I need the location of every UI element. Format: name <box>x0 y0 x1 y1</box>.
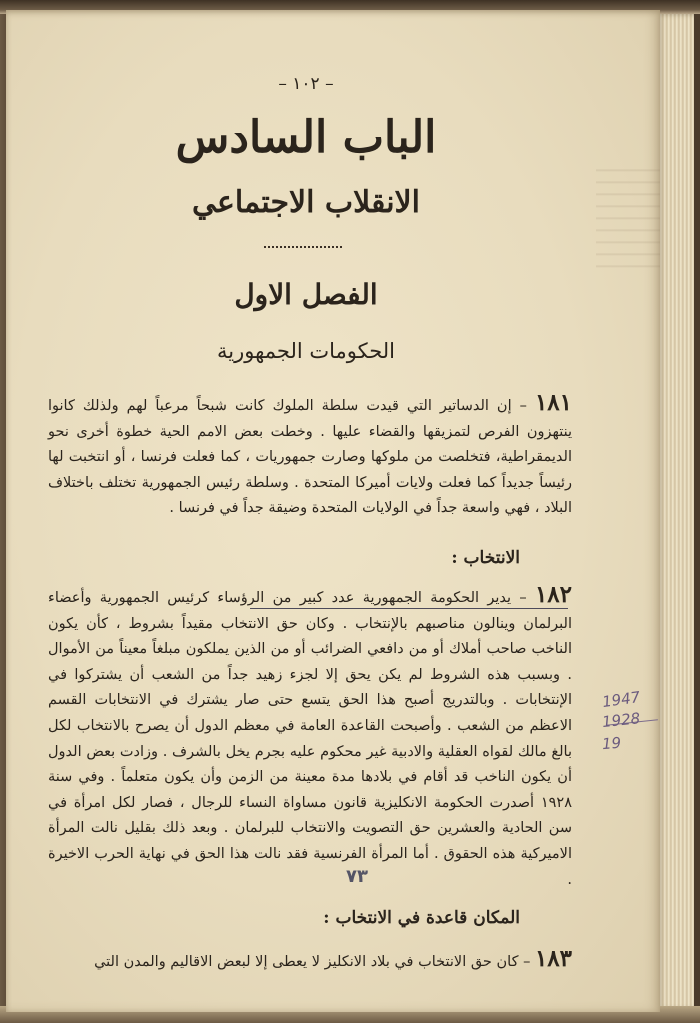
heading-place: المكان قاعدة في الانتخاب : <box>323 908 520 928</box>
heading-elections: الانتخاب : <box>451 548 520 568</box>
paragraph-number: ١٨٣ <box>534 945 572 972</box>
pencil-underline <box>250 608 568 609</box>
paragraph-number: ١٨٢ <box>534 581 572 608</box>
chapter-title: الباب السادس <box>175 112 437 163</box>
page-sheet <box>6 10 660 1012</box>
margin-note-number: 19 <box>601 733 622 754</box>
dotted-divider <box>264 246 342 248</box>
handwritten-ink-mark: ٧٣ <box>346 866 368 887</box>
section-subtitle: الحكومات الجمهورية <box>216 339 396 363</box>
chapter-subtitle: الانقلاب الاجتماعي <box>192 185 420 220</box>
paragraph-181 <box>48 390 572 532</box>
paragraph-number: ١٨١ <box>534 389 572 416</box>
paragraph-183 <box>48 946 572 974</box>
margin-note-year: 1928 <box>601 709 642 732</box>
paragraph-text: – إن الدساتير التي قيدت سلطة الملوك كانت شبحاً مرعباً لهم ولذلك كانوا ينتهزون الفرص لتمزيقها والقضاء عليها . وخطت بعض الامم الحية خطوة أخرى نحو الديمقراطية، فتخلصت من ملوكها وصارت جمهوريات ، كما فعلت فرنسا ، أو انتخبت لها رئيساً جديداً كما فعلت ولايات أميركا المتحدة . وسلطة رئيس الجمهورية تختلف باختلاف البلاد ، فهي واسعة جداً في الولايات المتحدة وضيقة جداً في فرنسا . <box>48 398 572 517</box>
margin-note-year: 1947 <box>601 687 642 712</box>
paragraph-182 <box>48 582 572 898</box>
page-number: – ١٠٢ – <box>278 74 334 94</box>
paragraph-text: – يدير الحكومة الجمهورية عدد كبير من الرؤساء كرئيس الجمهورية وأعضاء البرلمان وينالون مناصبهم بالإنتخاب . وكان حق الانتخاب مقيداً بشروط ، كأن يكون الناخب صاحب أملاك أو من دافعي الضرائب أو من الذين يملكون مبلغاً معيناً من الأموال . وبسبب هذه الشروط لم يكن يحق إلا لجزء زهيد جداً من الشعب أن يشتركوا في الإنتخابات . وبالتدريج أصبح هذا الحق يتسع حتى صار يشترك في الانتخابات القسم الاعظم من الشعب . وأصبحت القاعدة العامة في معظم الدول أن يصرح بالانتخاب لكل بالغ مالك لقواه العقلية والادبية غير محكوم عليه بجرم يخل بالشرف . وزادت بعض الدول أن يكون الناخب قد أقام في بلادها مدة معينة من الزمن وأن يكون متعلماً . وفي سنة ١٩٢٨ أصدرت الحكومة الانكليزية قانون مساواة النساء للرجال ، فصار لكل امرأة في سن الحادية والعشرين حق التصويت والانتخاب للبرلمان . وبعد ذلك بقليل نالت المرأة الاميركية هذه الحقوق . أما المرأة الفرنسية فقد نالت هذا الحق في نهاية الحرب الاخيرة . <box>48 590 572 888</box>
section-title: الفصل الاول <box>234 278 378 311</box>
paragraph-text: – كان حق الانتخاب في بلاد الانكليز لا يعطى إلا لبعض الاقاليم والمدن التي <box>94 954 535 970</box>
book-fore-edge <box>656 14 694 1010</box>
